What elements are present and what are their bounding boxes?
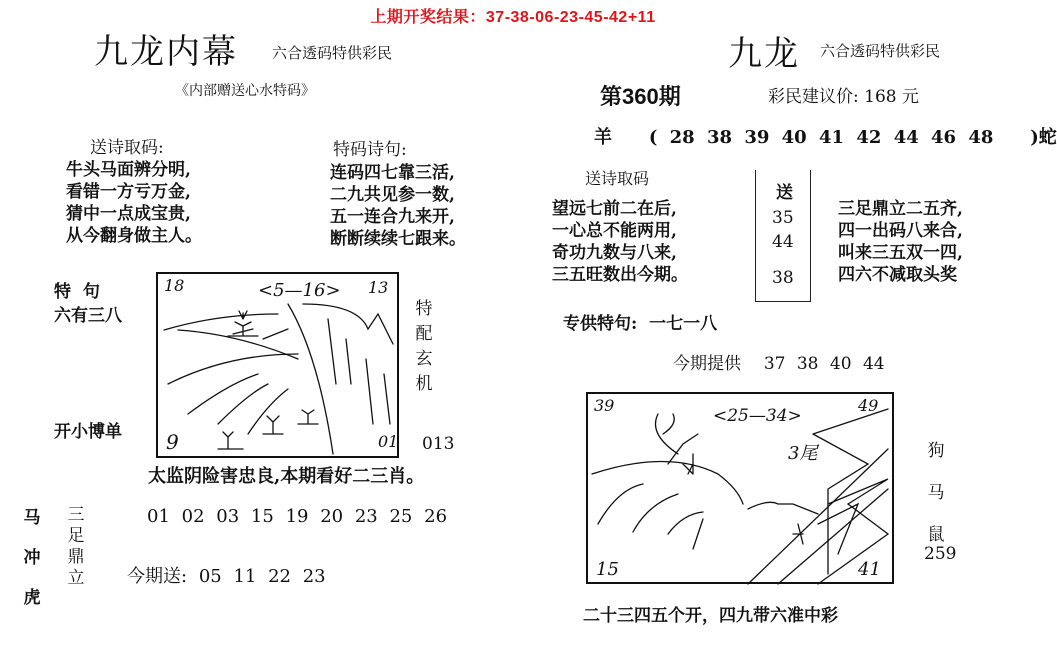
- zodiac-number-row: 羊 ( 28 38 39 40 41 42 44 46 48 )蛇: [594, 127, 1057, 148]
- special-phrase-value: 一七一八: [649, 314, 718, 334]
- left-send-row: 今期送: 05 11 22 23: [127, 566, 326, 587]
- left-side-number: 013: [422, 434, 455, 454]
- send-number-box: 送 35 44 38: [755, 170, 811, 302]
- corner-bottom-left: 15: [596, 559, 619, 580]
- corner-top-right: 13: [368, 278, 389, 297]
- special-phrase-heading: 特 句: [54, 282, 100, 302]
- right-side-number: 259: [924, 544, 957, 564]
- corner-bottom-right: 41: [858, 559, 881, 580]
- left-tagline: 《内部赠送心水特码》: [175, 83, 315, 99]
- poem-line: 三足鼎立二五齐,: [838, 199, 963, 219]
- left-poem1-heading: 送诗取码:: [90, 138, 164, 158]
- corner-bottom-left: 9: [166, 430, 179, 454]
- left-number-list: 01 02 03 15 19 20 23 25 26: [147, 506, 448, 527]
- poem-line: 四六不减取头奖: [838, 265, 957, 285]
- right-poem-heading: 送诗取码: [585, 169, 650, 188]
- corner-top-right: 49: [858, 396, 879, 415]
- right-subtitle: 六合透码特供彩民: [820, 42, 941, 60]
- right-poem-left: [552, 198, 688, 286]
- poem-line: 一心总不能两用,: [552, 221, 677, 241]
- poem-line: 看错一方亏万金,: [66, 182, 191, 202]
- poem-line: 牛头马面辨分明,: [66, 160, 191, 180]
- left-vertical-a: 马 冲 虎: [23, 508, 41, 608]
- price-row: [768, 82, 919, 107]
- poem-line: 叫来三五双一四,: [838, 243, 963, 263]
- poem-line: 连码四七靠三活,: [330, 163, 455, 183]
- send-label: 今期送:: [127, 566, 188, 587]
- poem-line: 奇功九数与八来,: [552, 243, 677, 263]
- poem-line: 从今翻身做主人。: [66, 226, 202, 246]
- picture-range-label: <5—16>: [258, 280, 341, 301]
- right-poem-right: [838, 198, 963, 286]
- poem-line: 二九共见参一数,: [330, 185, 455, 205]
- send-box-label: 送: [776, 183, 793, 203]
- left-sketch-picture: [156, 272, 399, 458]
- bottom-line: 二十三四五个开，四九带六准中彩: [583, 606, 838, 626]
- right-title: 九龙: [728, 34, 800, 74]
- eunuch-line: 太监阴险害忠良,本期看好二三肖。: [148, 466, 425, 487]
- left-poem2-heading: 特码诗句:: [333, 140, 407, 160]
- poem-line: 断断续续七跟来。: [330, 229, 466, 249]
- right-special-phrase: [563, 313, 717, 335]
- last-draw-result: 37-38-06-23-45-42+11: [485, 9, 656, 26]
- corner-bottom-right: 01: [378, 432, 399, 451]
- poem-line: 三五旺数出今期。: [552, 265, 688, 285]
- special-phrase-label: 专供特句:: [563, 314, 638, 334]
- issue-number: 第360期: [600, 84, 681, 109]
- right-sketch-picture: [586, 392, 894, 584]
- poem-line: 猜中一点成宝贵,: [66, 204, 191, 224]
- poem-line: 望远七前二在后,: [552, 199, 677, 219]
- tail-label: 3尾: [788, 443, 818, 464]
- provide-row: 今期提供 37 38 40 44: [673, 354, 885, 374]
- corner-top-left: 18: [164, 276, 185, 295]
- left-side-vertical: 特 配 玄 机: [415, 299, 433, 394]
- open-small-text: 开小博单: [54, 422, 122, 442]
- special-phrase-text: 六有三八: [54, 306, 122, 326]
- left-poem2: [330, 162, 466, 250]
- landscape-sketch-icon: [158, 274, 401, 460]
- poem-line: 五一连合九来开,: [330, 207, 455, 227]
- price-label: 彩民建议价:: [768, 87, 859, 107]
- left-title: 九龙内幕: [94, 32, 238, 72]
- left-vertical-b: 三 足 鼎 立: [67, 505, 85, 588]
- last-draw-label: 上期开奖结果：: [370, 9, 486, 26]
- left-subtitle: 六合透码特供彩民: [272, 44, 393, 62]
- picture-range-label: <25—34>: [713, 406, 802, 426]
- corner-top-left: 39: [594, 396, 615, 415]
- provide-label: 今期提供: [673, 354, 741, 374]
- right-side-vertical: 狗 马 鼠: [927, 441, 945, 545]
- left-poem1: [66, 159, 202, 247]
- price-value: 168 元: [864, 87, 919, 107]
- poem-line: 四一出码八来合,: [838, 221, 963, 241]
